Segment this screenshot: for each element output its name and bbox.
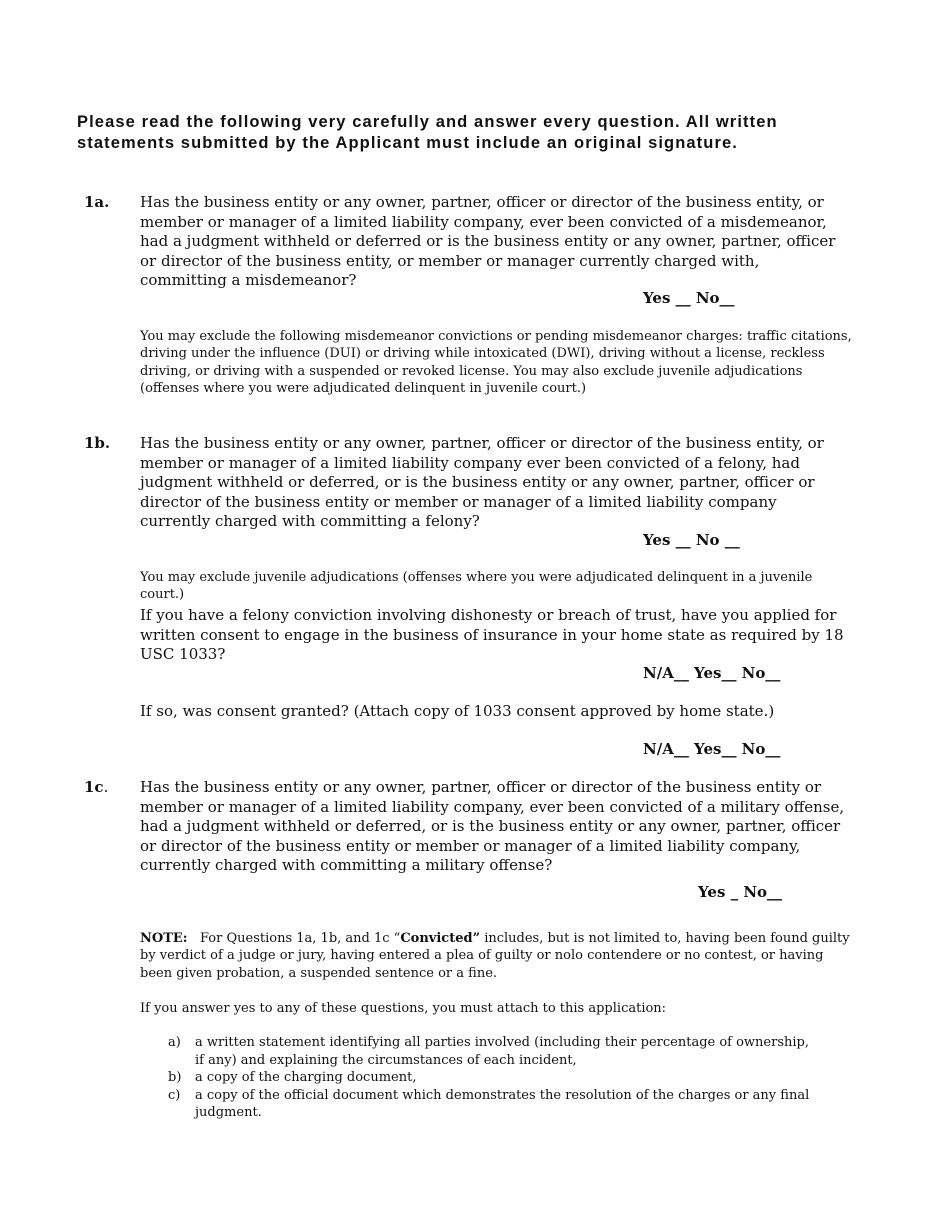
instructions-heading <box>77 112 867 154</box>
list-item-text-line-1: a written statement identifying all parties involved (including their percentage of ownership, <box>195 1035 809 1050</box>
question-1b-text: Has the business entity or any owner, partner, officer or director of the business entity, or member or manager of a limited liability company ever been convicted of a felony, had judgment withheld or deferred, or is the business entity or any owner, partner, officer or director of the business entity or member or manager of a limited liability company currently charged with committing a felony? <box>140 434 824 530</box>
question-1c-number-label: 1c <box>84 778 104 796</box>
convicted-definition-note <box>140 930 852 982</box>
note-text-post: includes, but is not limited to, having been found guilty by verdict of a judge or jury, having entered a plea of guilty or nolo contendere or no contest, or having been given probation, a suspended sentence or a fine. <box>140 931 850 981</box>
question-1b-answer[interactable]: Yes __ No __ <box>643 531 740 549</box>
list-item-label: b) <box>168 1070 182 1085</box>
question-1c-number-suffix: . <box>103 778 109 796</box>
question-1a-answer[interactable]: Yes __ No__ <box>643 289 735 307</box>
instructions-line-2: statements submitted by the Applicant must include an original signature. <box>77 134 738 152</box>
list-item <box>168 1034 868 1069</box>
list-item-label: a) <box>168 1035 181 1050</box>
question-1c-answer[interactable]: Yes _ No__ <box>698 883 783 901</box>
note-text-pre: For Questions 1a, 1b, and 1c “ <box>200 931 401 946</box>
list-item <box>168 1069 868 1087</box>
note-label: NOTE: <box>140 931 188 946</box>
list-item-label: c) <box>168 1087 181 1103</box>
list-item <box>168 1087 868 1122</box>
question-1a-number: 1a. <box>84 193 110 211</box>
question-1b-consent-granted-question: If so, was consent granted? (Attach copy of 1033 consent approved by home state.) <box>140 702 775 720</box>
question-1a-text: Has the business entity or any owner, partner, officer or director of the business entity, or member or manager of a limited liability company, ever been convicted of a misdemeanor, had a judgment withheld or deferred or is the business entity or any owner, partner, officer or director of the business entity, or member or manager currently charged with, committing a misdemeanor? <box>140 193 836 289</box>
question-1b-number: 1b. <box>84 434 111 452</box>
question-1a-exclusion-note: You may exclude the following misdemeanor convictions or pending misdemeanor charges: traffic citations, driving under the influence (DUI) or driving while intoxicated (DWI), driving without a license, reckless driving, or driving with a suspended or revoked license. You may also exclude juvenile adjudications (offenses where you were adjudicated delinquent in juvenile court.) <box>140 329 852 396</box>
question-1b-consent-question: If you have a felony conviction involving dishonesty or breach of trust, have you applied for written consent to engage in the business of insurance in your home state as required by 18 USC 1033? <box>140 606 844 663</box>
list-item-text-line-2: if any) and explaining the circumstances of each incident, <box>195 1052 577 1068</box>
question-1c-number <box>84 778 108 796</box>
instructions-line-1: Please read the following very carefully and answer every question. All written <box>77 113 778 131</box>
question-1b-exclusion-note: You may exclude juvenile adjudications (offenses where you were adjudicated delinquent in a juvenile court.) <box>140 570 813 603</box>
list-item-text: a copy of the official document which demonstrates the resolution of the charges or any final judgment. <box>195 1087 810 1120</box>
question-1b-consent-answer[interactable]: N/A__ Yes__ No__ <box>643 664 781 682</box>
question-1c-text: Has the business entity or any owner, partner, officer or director of the business entity or member or manager of a limited liability company, ever been convicted of a military offense, had a judgment withheld or deferred, or is the business entity or any owner, partner, officer or director of the business entity or member or manager of a limited liability company, currently charged with committing a military offense? <box>140 778 845 874</box>
attachment-list <box>168 1034 868 1122</box>
attachment-intro: If you answer yes to any of these questions, you must attach to this application: <box>140 1001 667 1016</box>
question-1b-consent-granted-answer[interactable]: N/A__ Yes__ No__ <box>643 740 781 758</box>
note-term: Convicted” <box>400 931 481 946</box>
list-item-text: a copy of the charging document, <box>195 1070 417 1085</box>
